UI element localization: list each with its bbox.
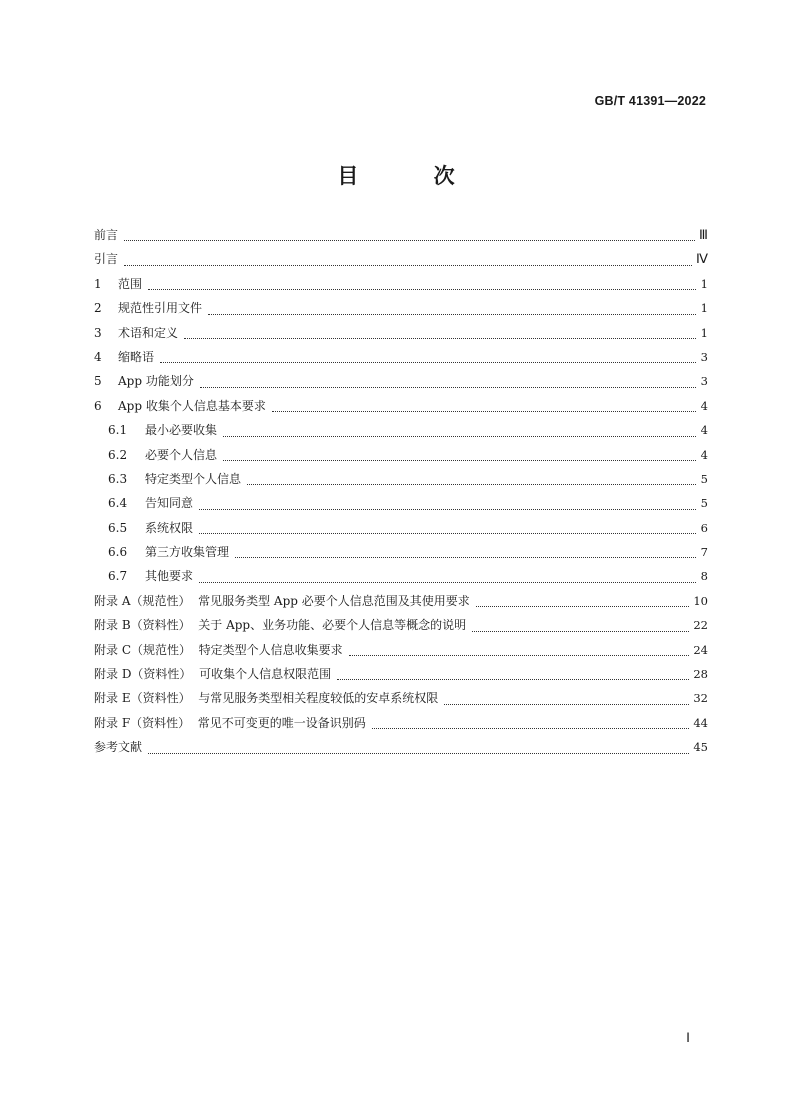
toc-entry-label: 附录 E（资料性） 与常见服务类型相关程度较低的安卓系统权限 [94, 691, 439, 706]
toc-entry-label: 附录 C（规范性） 特定类型个人信息收集要求 [94, 642, 343, 657]
toc-entry-number: 2 [94, 301, 102, 316]
toc-entry-label: 特定类型个人信息 [145, 471, 242, 486]
toc-entry[interactable] [94, 299, 708, 323]
toc-entry[interactable] [94, 275, 708, 299]
toc-entry-page: 1 [700, 325, 708, 340]
dot-leader [476, 606, 690, 607]
dot-leader [199, 582, 696, 583]
dot-leader [200, 387, 696, 388]
toc-entry-label: 前言 [94, 228, 119, 242]
toc-entry[interactable] [94, 714, 708, 738]
toc-entry[interactable] [94, 324, 708, 348]
toc-entry-number: 1 [94, 276, 102, 291]
toc-entry-label: 附录 F（资料性） 常见不可变更的唯一设备识别码 [94, 715, 366, 730]
dot-leader [184, 338, 696, 339]
toc-entry[interactable] [94, 226, 708, 250]
toc-entry-page: 6 [700, 520, 708, 535]
toc-entry-page: 28 [693, 667, 708, 682]
toc-entry-number: 6 [94, 398, 102, 413]
toc-entry-page: Ⅲ [699, 227, 708, 242]
dot-leader [148, 753, 689, 754]
toc-entry-label: 引言 [94, 252, 119, 267]
page-title: 目 次 [337, 164, 489, 188]
toc-entry[interactable] [94, 592, 708, 616]
toc-entry-page: 4 [700, 447, 708, 462]
toc-entry-label: 系统权限 [145, 520, 194, 535]
dot-leader [223, 460, 696, 461]
toc-entry-label: 附录 B（资料性） 关于 App、业务功能、必要个人信息等概念的说明 [94, 618, 467, 633]
dot-leader [160, 362, 696, 363]
toc-entry[interactable] [94, 470, 708, 494]
toc-entry-page: 1 [700, 276, 708, 291]
toc-entry-page: 44 [693, 715, 708, 730]
dot-leader [124, 240, 695, 241]
dot-leader [199, 509, 696, 510]
toc-entry-number: 6.7 [108, 569, 128, 584]
toc-entry-page: Ⅳ [696, 251, 708, 267]
toc-entry-label: 第三方收集管理 [145, 545, 230, 560]
toc-entry-page: 24 [693, 642, 708, 657]
toc-entry-page: 32 [693, 691, 708, 706]
toc-entry[interactable] [94, 665, 708, 689]
toc-entry[interactable] [94, 641, 708, 665]
toc-entry[interactable] [94, 446, 708, 470]
toc-entry-label: 附录 A（规范性） 常见服务类型 App 必要个人信息范围及其使用要求 [94, 593, 470, 608]
toc-entry-page: 1 [700, 301, 708, 316]
dot-leader [208, 314, 696, 315]
dot-leader [272, 411, 696, 412]
toc-entry-label: 缩略语 [118, 349, 155, 364]
dot-leader [349, 655, 690, 656]
page-number: Ⅰ [686, 1030, 690, 1045]
toc-entry-label: App 功能划分 [118, 374, 194, 389]
toc-entry-label: 范围 [118, 276, 143, 291]
toc-entry[interactable] [94, 348, 708, 372]
toc-entry[interactable] [94, 372, 708, 396]
toc-entry-number: 4 [94, 349, 102, 364]
toc-entry-label: 告知同意 [145, 496, 194, 511]
toc-entry[interactable] [94, 543, 708, 567]
toc-entry[interactable] [94, 519, 708, 543]
toc-entry-label: 附录 D（资料性） 可收集个人信息权限范围 [94, 667, 332, 682]
toc-entry-page: 8 [700, 569, 708, 584]
toc-entry[interactable] [94, 616, 708, 640]
toc-entry[interactable] [94, 689, 708, 713]
toc-entry-number: 6.3 [108, 471, 128, 486]
toc-entry-label: 必要个人信息 [145, 447, 218, 462]
toc-entry-page: 3 [700, 349, 708, 364]
table-of-contents [94, 226, 708, 763]
toc-entry-label: 术语和定义 [118, 325, 179, 340]
standard-number: GB/T 41391—2022 [594, 94, 706, 108]
toc-entry-page: 7 [700, 545, 708, 560]
toc-entry-label: 参考文献 [94, 740, 143, 755]
toc-entry-page: 5 [700, 496, 708, 511]
toc-entry-number: 6.6 [108, 545, 128, 560]
toc-entry-number: 6.5 [108, 520, 128, 535]
toc-entry-page: 10 [693, 593, 708, 608]
toc-entry-label: App 收集个人信息基本要求 [118, 398, 266, 413]
toc-entry[interactable] [94, 397, 708, 421]
toc-entry-number: 6.4 [108, 496, 128, 511]
toc-entry-page: 4 [700, 423, 708, 438]
dot-leader [199, 533, 696, 534]
toc-entry-number: 3 [94, 325, 102, 340]
dot-leader [223, 436, 696, 437]
dot-leader [444, 704, 689, 705]
toc-entry-label: 最小必要收集 [145, 423, 218, 438]
dot-leader [247, 484, 696, 485]
toc-entry-number: 6.1 [108, 423, 128, 438]
toc-entry-number: 6.2 [108, 447, 128, 462]
dot-leader [337, 679, 689, 680]
dot-leader [472, 631, 689, 632]
toc-entry-page: 45 [693, 740, 708, 755]
toc-entry[interactable] [94, 494, 708, 518]
toc-entry[interactable] [94, 738, 708, 762]
toc-entry-label: 规范性引用文件 [118, 301, 203, 316]
toc-entry-page: 5 [700, 471, 708, 486]
toc-entry-label: 其他要求 [145, 569, 194, 584]
toc-entry-number: 5 [94, 374, 102, 389]
toc-entry[interactable] [94, 421, 708, 445]
toc-entry[interactable] [94, 567, 708, 591]
toc-entry[interactable] [94, 250, 708, 274]
dot-leader [372, 728, 690, 729]
toc-entry-page: 3 [700, 374, 708, 389]
toc-entry-page: 4 [700, 398, 708, 413]
dot-leader [124, 265, 692, 266]
dot-leader [148, 289, 696, 290]
toc-entry-page: 22 [693, 618, 708, 633]
dot-leader [235, 557, 696, 558]
